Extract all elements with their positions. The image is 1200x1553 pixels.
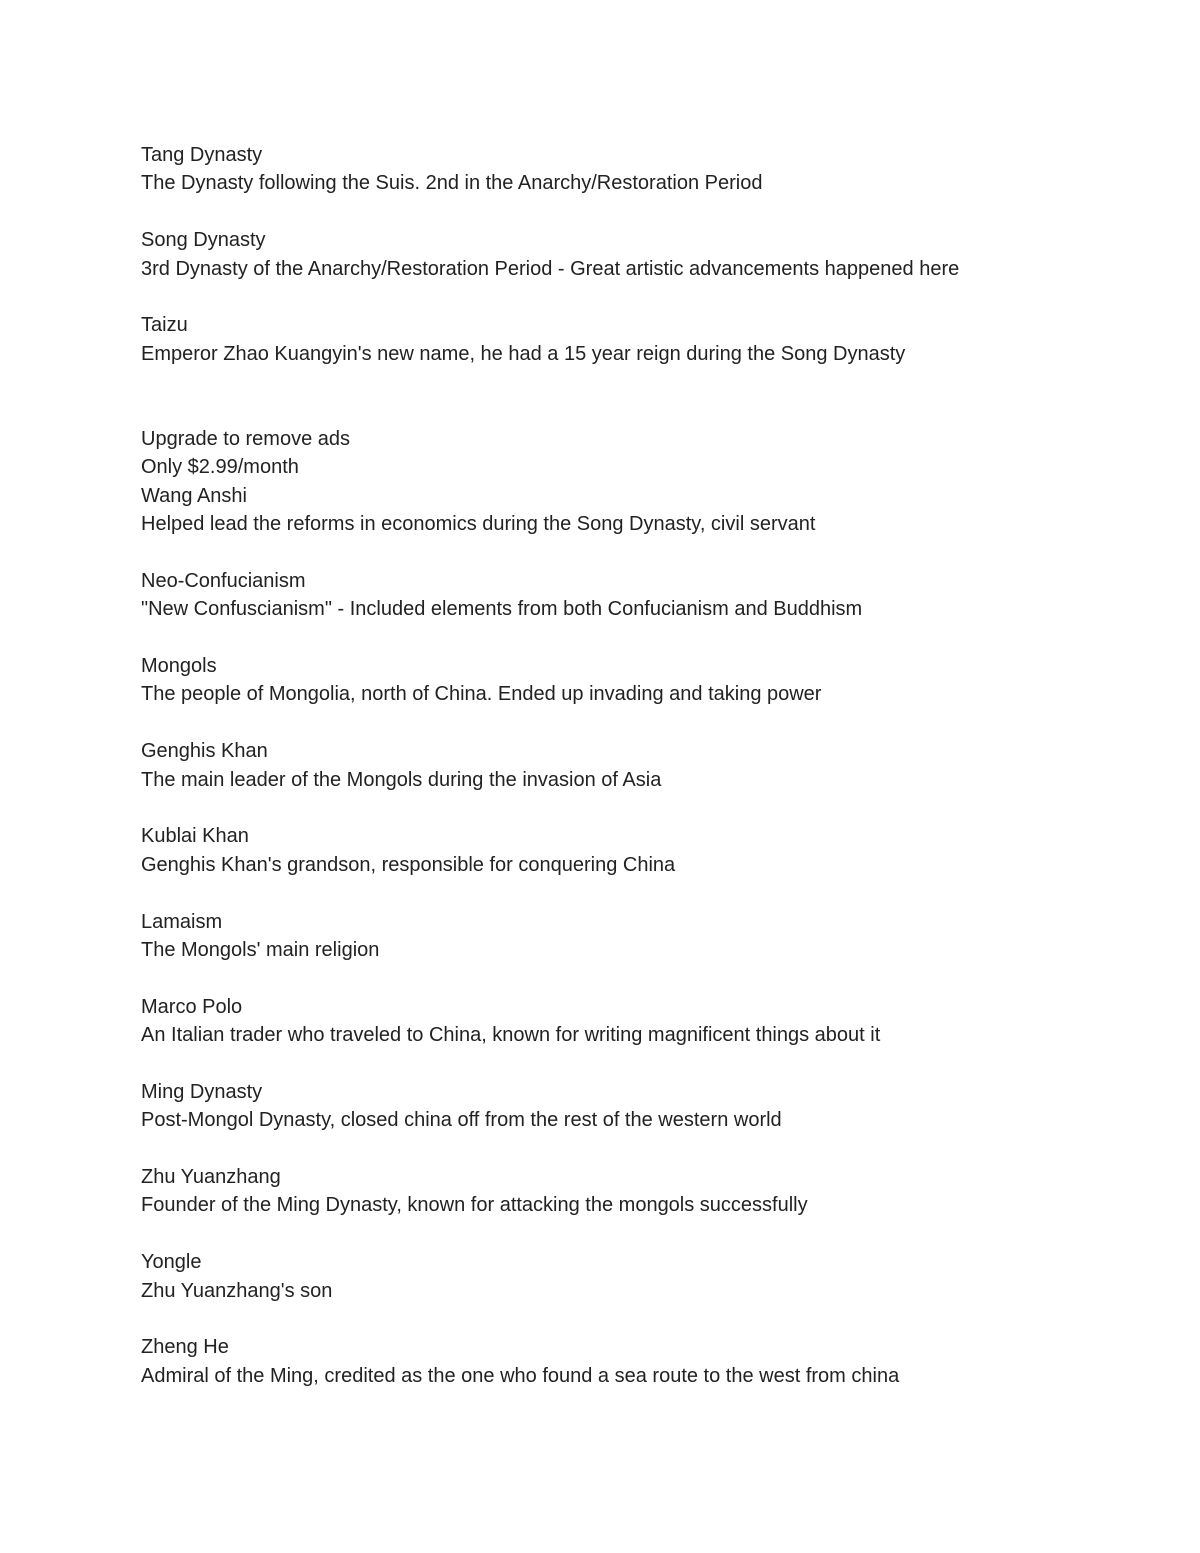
entry-definition: The Mongols' main religion (141, 938, 380, 961)
upgrade-text: Upgrade to remove ads (141, 427, 351, 450)
entry-term: Wang Anshi (141, 484, 247, 507)
entry-definition: Post-Mongol Dynasty, closed china off from the rest of the western world (141, 1109, 782, 1132)
spacer (141, 1050, 1141, 1078)
entry-definition: Zhu Yuanzhang's son (141, 1279, 333, 1302)
spacer (141, 964, 1141, 992)
entry-definition: The people of Mongolia, north of China. Ended up invading and taking power (141, 683, 822, 706)
entry-ming-dynasty (141, 1078, 1141, 1135)
spacer (141, 624, 1141, 652)
entry-marco-polo (141, 993, 1141, 1050)
entry-genghis-khan (141, 737, 1141, 794)
entry-term: Lamaism (141, 910, 223, 933)
entry-definition: Admiral of the Ming, credited as the one who found a sea route to the west from china (141, 1364, 900, 1387)
entry-definition: The Dynasty following the Suis. 2nd in the Anarchy/Restoration Period (141, 172, 763, 195)
spacer (141, 794, 1141, 822)
entry-term: Neo-Confucianism (141, 569, 306, 592)
entry-zhu-yuanzhang (141, 1163, 1141, 1220)
entry-kublai-khan (141, 822, 1141, 879)
spacer (141, 1220, 1141, 1248)
spacer (141, 198, 1141, 226)
spacer (141, 879, 1141, 907)
entry-song-dynasty (141, 226, 1141, 283)
entry-term: Taizu (141, 314, 188, 337)
entry-lamaism (141, 908, 1141, 965)
entry-neo-confucianism (141, 567, 1141, 624)
entry-definition: 3rd Dynasty of the Anarchy/Restoration Period - Great artistic advancements happened here (141, 257, 960, 280)
entry-definition: Genghis Khan's grandson, responsible for conquering China (141, 853, 676, 876)
entry-term: Tang Dynasty (141, 144, 263, 166)
entry-taizu (141, 311, 1141, 368)
upgrade-price: Only $2.99/month (141, 456, 299, 479)
entry-wang-anshi (141, 482, 1141, 539)
entry-term: Kublai Khan (141, 825, 249, 848)
entry-term: Song Dynasty (141, 229, 266, 252)
entry-zheng-he (141, 1333, 1141, 1390)
entry-definition: "New Confuscianism" - Included elements from both Confucianism and Buddhism (141, 598, 863, 621)
entry-term: Zhu Yuanzhang (141, 1166, 281, 1189)
entry-definition: Helped lead the reforms in economics during the Song Dynasty, civil servant (141, 513, 816, 536)
entry-term: Ming Dynasty (141, 1080, 263, 1103)
flashcard-list (141, 141, 1141, 1390)
entry-definition: An Italian trader who traveled to China, known for writing magnificent things about it (141, 1024, 881, 1047)
entry-term: Yongle (141, 1251, 202, 1274)
spacer (141, 283, 1141, 311)
spacer (141, 709, 1141, 737)
entry-term: Marco Polo (141, 995, 243, 1018)
spacer (141, 368, 1141, 425)
entry-tang-dynasty (141, 141, 1141, 198)
entry-term: Mongols (141, 655, 217, 678)
entry-mongols (141, 652, 1141, 709)
entry-yongle (141, 1248, 1141, 1305)
upgrade-notice (141, 425, 1141, 482)
entry-term: Zheng He (141, 1336, 229, 1359)
spacer (141, 1305, 1141, 1333)
entry-definition: The main leader of the Mongols during the invasion of Asia (141, 768, 662, 791)
spacer (141, 1135, 1141, 1163)
entry-definition: Founder of the Ming Dynasty, known for attacking the mongols successfully (141, 1194, 808, 1217)
entry-term: Genghis Khan (141, 740, 268, 763)
entry-definition: Emperor Zhao Kuangyin's new name, he had a 15 year reign during the Song Dynasty (141, 342, 906, 365)
spacer (141, 538, 1141, 566)
